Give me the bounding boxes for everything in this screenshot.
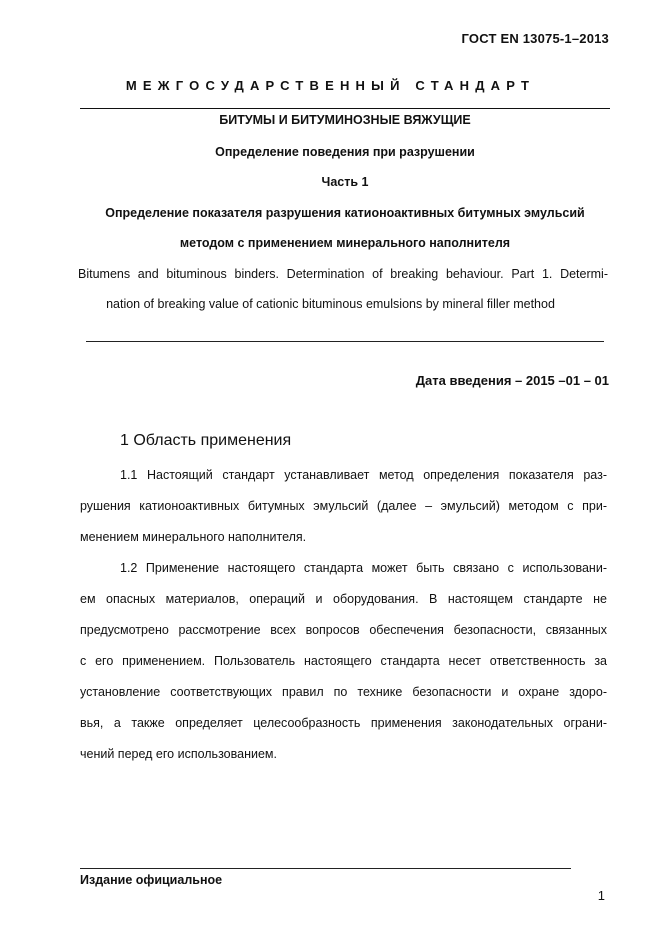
introduction-date: Дата введения – 2015 –01 – 01: [415, 373, 609, 388]
interstate-standard-label: МЕЖГОСУДАРСТВЕННЫЙ СТАНДАРТ: [125, 78, 536, 93]
paragraph-2-line-3: предусмотрено рассмотрение всех вопросов обеспечения безопасности, связанных: [80, 623, 607, 637]
title-line-4: Определение показателя разрушения катионоактивных битумных эмульсий: [105, 206, 585, 220]
paragraph-2-line-2: ем опасных материалов, операций и оборудования. В настоящем стандарте не: [80, 592, 607, 606]
title-rule: [80, 108, 610, 109]
paragraph-1-line-2: рушения катионоактивных битумных эмульсий (далее – эмульсий) методом с при-: [80, 499, 607, 513]
paragraph-2-line-5: установление соответствующих правил по технике безопасности и охране здоро-: [80, 685, 607, 699]
official-edition-label: Издание официальное: [80, 873, 223, 887]
paragraph-2-line-1: 1.2 Применение настоящего стандарта может быть связано с использовани-: [120, 561, 607, 575]
footer-rule: [80, 868, 571, 869]
title-part: Часть 1: [321, 175, 369, 189]
paragraph-2-line-4: с его применением. Пользователь настоящего стандарта несет ответственность за: [80, 654, 607, 668]
title-line-5: методом с применением минерального наполнителя: [179, 236, 511, 250]
paragraph-2-line-7: чений перед его использованием.: [80, 747, 277, 761]
paragraph-1-line-3: менением минерального наполнителя.: [80, 530, 307, 544]
english-title-line-2: nation of breaking value of cationic bituminous emulsions by mineral filler method: [106, 297, 555, 311]
paragraph-1-line-1: 1.1 Настоящий стандарт устанавливает метод определения показателя раз-: [120, 468, 607, 482]
title-line-1: БИТУМЫ И БИТУМИНОЗНЫЕ ВЯЖУЩИЕ: [219, 113, 471, 127]
section-heading: 1 Область применения: [120, 432, 292, 449]
page-number: 1: [597, 888, 605, 903]
title-separator: [86, 341, 604, 342]
standard-code: ГОСТ EN 13075-1–2013: [461, 31, 609, 46]
paragraph-2-line-6: вья, а также определяет целесообразность применения законодательных ограни-: [80, 716, 607, 730]
title-line-2: Определение поведения при разрушении: [215, 145, 475, 159]
english-title-line-1: Bitumens and bituminous binders. Determination of breaking behaviour. Part 1. Determi-: [78, 267, 608, 281]
